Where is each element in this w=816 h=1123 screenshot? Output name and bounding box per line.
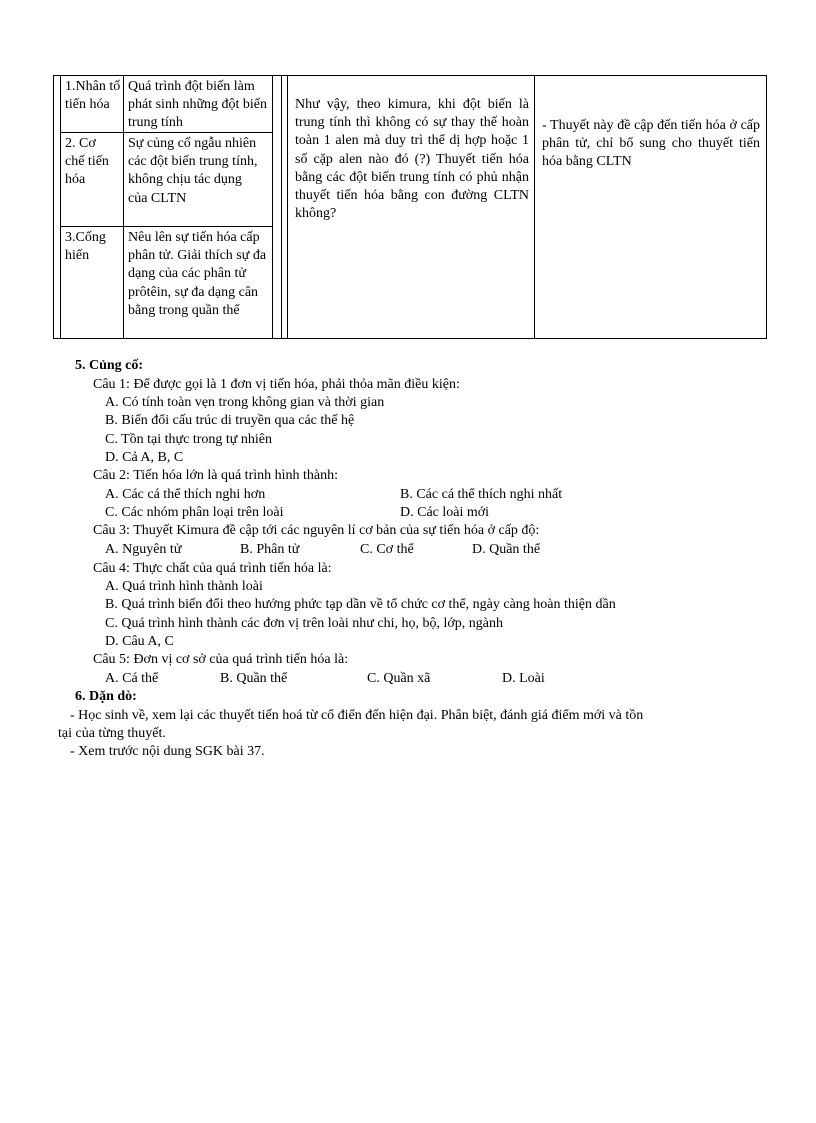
q3-option-d: D. Quần thể <box>472 542 541 557</box>
q3-option-a: A. Nguyên tử <box>105 542 182 557</box>
table-divider-1b <box>287 75 288 339</box>
section-6-heading: 6. Dặn dò: <box>75 689 137 704</box>
q5-option-a: A. Cá thể <box>105 671 159 686</box>
q1-option-b: B. Biến đổi cấu trúc di truyền qua các thế hệ <box>105 413 355 428</box>
q3-option-c: C. Cơ thể <box>360 542 414 557</box>
q5-option-c: C. Quần xã <box>367 671 431 686</box>
inner-row-3-content: Nêu lên sự tiến hóa cấp phân tử. Giải thích sự đa dạng của các phân tử prôtêin, sự đa dạng cân bằng trong quần thể <box>128 230 267 318</box>
section-5-heading: 5. Củng cố: <box>75 358 144 373</box>
instruction-1: - Học sinh về, xem lại các thuyết tiến hoá từ cổ điển đến hiện đại. Phân biệt, đánh giá điểm mới và tồn <box>70 708 644 723</box>
question-3: Câu 3: Thuyết Kimura đề cập tới các nguyên lí cơ bản của sự tiến hóa ở cấp độ: <box>93 523 540 538</box>
table-right-border <box>766 75 767 339</box>
inner-row-1-content: Quá trình đột biến làm phát sinh những đột biến trung tính <box>128 79 268 131</box>
table-top-border <box>53 75 767 76</box>
inner-table-mid <box>123 75 124 339</box>
q5-option-b: B. Quần thể <box>220 671 288 686</box>
q2-option-d: D. Các loài mới <box>400 505 490 520</box>
inner-table-left <box>60 75 61 339</box>
q1-option-d: D. Cả A, B, C <box>105 450 184 465</box>
q1-option-c: C. Tồn tại thực trong tự nhiên <box>105 432 272 447</box>
inner-table-right <box>272 75 273 339</box>
question-1: Câu 1: Để được gọi là 1 đơn vị tiến hóa, phải thỏa mãn điều kiện: <box>93 377 460 392</box>
middle-column-text: Như vậy, theo kimura, khi đột biến là trung tính thì không có sự thay thế hoàn toàn 1 alen mà duy trì thể dị hợp hoặc 1 số cặp alen nào đó (?) Thuyết tiến hóa bằng các đột biến trung tính có phủ nhận thuyết tiến hóa bằng con đường CLTN không? <box>295 97 529 222</box>
q2-option-b: B. Các cá thể thích nghi nhất <box>400 487 563 502</box>
q2-option-c: C. Các nhóm phân loại trên loài <box>105 505 284 520</box>
q3-option-b: B. Phân tử <box>240 542 300 557</box>
table-bottom-border <box>53 338 767 339</box>
q2-option-a: A. Các cá thể thích nghi hơn <box>105 487 266 502</box>
inner-row-3-label: 3.Cống hiến <box>65 230 106 264</box>
q4-option-d: D. Câu A, C <box>105 634 174 649</box>
q5-option-d: D. Loài <box>502 671 545 686</box>
q4-option-a: A. Quá trình hình thành loài <box>105 579 263 594</box>
question-2: Câu 2: Tiến hóa lớn là quá trình hình thành: <box>93 468 338 483</box>
inner-row-divider-2 <box>60 226 273 227</box>
table-divider-2 <box>534 75 535 339</box>
question-4: Câu 4: Thực chất của quá trình tiến hóa là: <box>93 561 332 576</box>
question-5: Câu 5: Đơn vị cơ sở của quá trình tiến hóa là: <box>93 652 349 667</box>
q4-option-c: C. Quá trình hình thành các đơn vị trên loài như chi, họ, bộ, lớp, ngành <box>105 616 503 631</box>
q4-option-b: B. Quá trình biến đổi theo hướng phức tạp dần về tổ chức cơ thể, ngày càng hoàn thiện dần <box>105 597 616 612</box>
inner-row-1-label: 1.Nhân tố tiến hóa <box>65 79 121 113</box>
instruction-1-continued: tại của từng thuyết. <box>58 726 166 741</box>
table-divider-1a <box>281 75 282 339</box>
q1-option-a: A. Có tính toàn vẹn trong không gian và thời gian <box>105 395 385 410</box>
inner-row-2-content: Sự củng cố ngẫu nhiên các đột biến trung tính, không chịu tác dụng của CLTN <box>128 136 258 206</box>
inner-row-2-label: 2. Cơ chế tiến hóa <box>65 136 109 188</box>
instruction-2: - Xem trước nội dung SGK bài 37. <box>70 744 265 759</box>
right-column-text: - Thuyết này đề cập đến tiến hóa ở cấp phân tử, chỉ bổ sung cho thuyết tiến hóa bằng CLTN <box>542 118 760 170</box>
table-left-border <box>53 75 54 339</box>
